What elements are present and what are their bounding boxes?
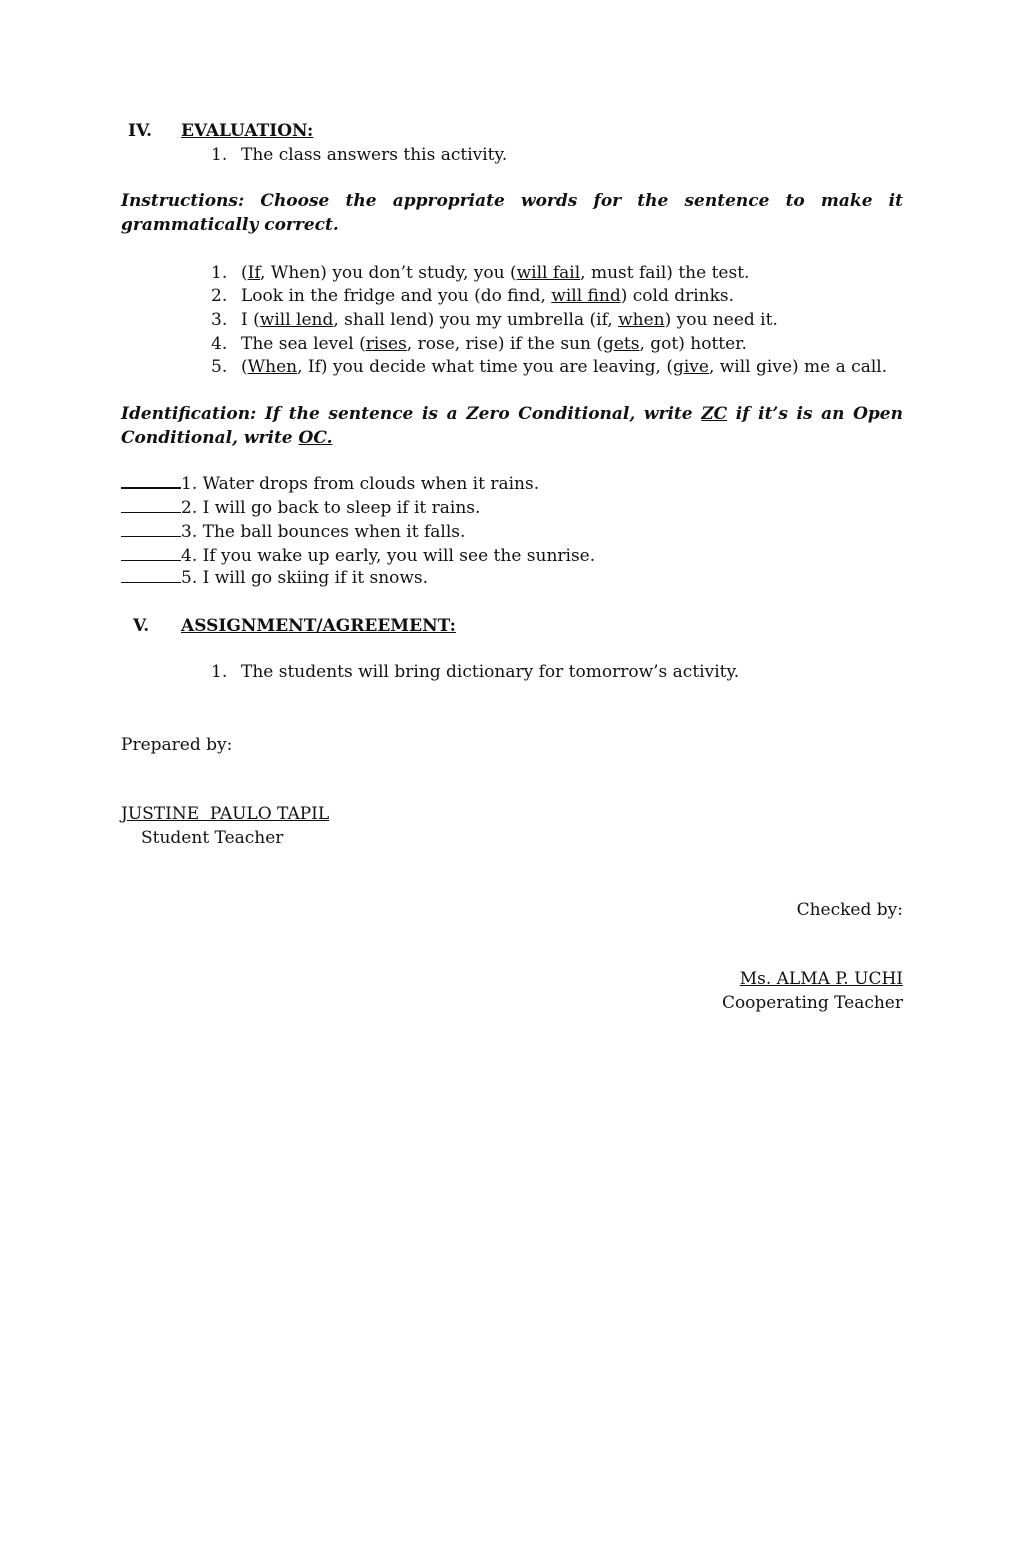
section-v-title: ASSIGNMENT/AGREEMENT:: [181, 616, 456, 636]
choice-text: Look in the fridge and you (do find,: [241, 286, 552, 306]
id-item-text: 2. I will go back to sleep if it rains.: [181, 498, 481, 518]
item-number: 1.: [211, 662, 228, 682]
choice-text: , got) hotter.: [639, 334, 747, 354]
id-item-text: 5. I will go skiing if it snows.: [181, 568, 429, 588]
choice-text: , If) you decide what time you are leaving, (: [297, 357, 673, 377]
choice-text: , shall lend) you my umbrella (if,: [333, 310, 619, 330]
identification-instructions: [121, 403, 903, 450]
choice-text: ) cold drinks.: [620, 286, 735, 306]
choice-text: , must fail) the test.: [580, 263, 750, 283]
choice-answer: give: [672, 357, 709, 377]
id-item-text: 1. Water drops from clouds when it rains.: [181, 474, 540, 494]
choice-answer: will find: [551, 286, 621, 306]
choice-text: I (: [241, 310, 260, 330]
choice-answer: When: [247, 357, 298, 377]
id-item-1: [121, 473, 539, 497]
item-text: The class answers this activity.: [241, 145, 508, 165]
section-iv-numeral: IV.: [128, 121, 153, 141]
choice-number: 1.: [211, 263, 228, 283]
choice-text: , will give) me a call.: [708, 357, 888, 377]
id-item-4: [121, 545, 595, 569]
choice-answer: will fail: [516, 263, 581, 283]
section-iv-title: EVALUATION:: [181, 121, 314, 141]
section-iv-item: [211, 144, 507, 168]
choice-text: (: [241, 263, 248, 283]
choice-answer: rises: [365, 334, 407, 354]
answer-blank[interactable]: [121, 568, 181, 583]
choice-number: 5.: [211, 357, 228, 377]
checker-name: Ms. ALMA P. UCHI: [739, 969, 903, 989]
zc-label: ZC: [701, 404, 728, 424]
choice-number: 2.: [211, 286, 228, 306]
choice-text: , rose, rise) if the sun (: [406, 334, 603, 354]
prepared-by-label: Prepared by:: [121, 735, 233, 755]
oc-label: OC.: [298, 427, 333, 448]
checker-role: Cooperating Teacher: [721, 993, 903, 1013]
choice-answer: If: [247, 263, 261, 283]
id-item-text: 3. The ball bounces when it falls.: [181, 522, 466, 542]
choice-number: 3.: [211, 310, 228, 330]
item-text: The students will bring dictionary for tomorrow’s activity.: [241, 662, 740, 682]
choice-text: The sea level (: [241, 334, 366, 354]
checked-by-label: Checked by:: [796, 900, 903, 920]
choice-item-1: [211, 262, 749, 286]
choice-text: (: [241, 357, 248, 377]
choice-answer: when: [618, 310, 665, 330]
instructions-text: Instructions: Choose the appropriate words for the sentence to make it grammatically correct.: [121, 191, 903, 235]
id-item-5: [121, 567, 428, 591]
identification-text: Identification: If the sentence is a Zero Conditional, write: [121, 404, 702, 424]
identification-text: if it’s is an Open Conditional, write: [121, 404, 903, 448]
choice-answer: gets: [602, 334, 640, 354]
section-v-item: [211, 661, 739, 685]
id-item-3: [121, 521, 465, 545]
choice-text: , When) you don’t study, you (: [260, 263, 517, 283]
answer-blank[interactable]: [121, 522, 181, 537]
id-item-text: 4. If you wake up early, you will see the sunrise.: [181, 546, 596, 566]
item-number: 1.: [211, 145, 228, 165]
answer-blank[interactable]: [121, 498, 181, 513]
choice-text: ) you need it.: [664, 310, 778, 330]
choice-item-2: [211, 285, 734, 309]
answer-blank[interactable]: [121, 473, 181, 489]
preparer-name: JUSTINE PAULO TAPIL: [121, 804, 330, 824]
preparer-role: Student Teacher: [141, 828, 284, 848]
choice-number: 4.: [211, 334, 228, 354]
id-item-2: [121, 497, 480, 521]
choice-item-5: [211, 356, 887, 380]
choice-item-4: [211, 333, 747, 357]
choice-item-3: [211, 309, 778, 333]
section-v-numeral: V.: [133, 616, 150, 636]
choice-answer: will lend: [259, 310, 334, 330]
answer-blank[interactable]: [121, 546, 181, 561]
